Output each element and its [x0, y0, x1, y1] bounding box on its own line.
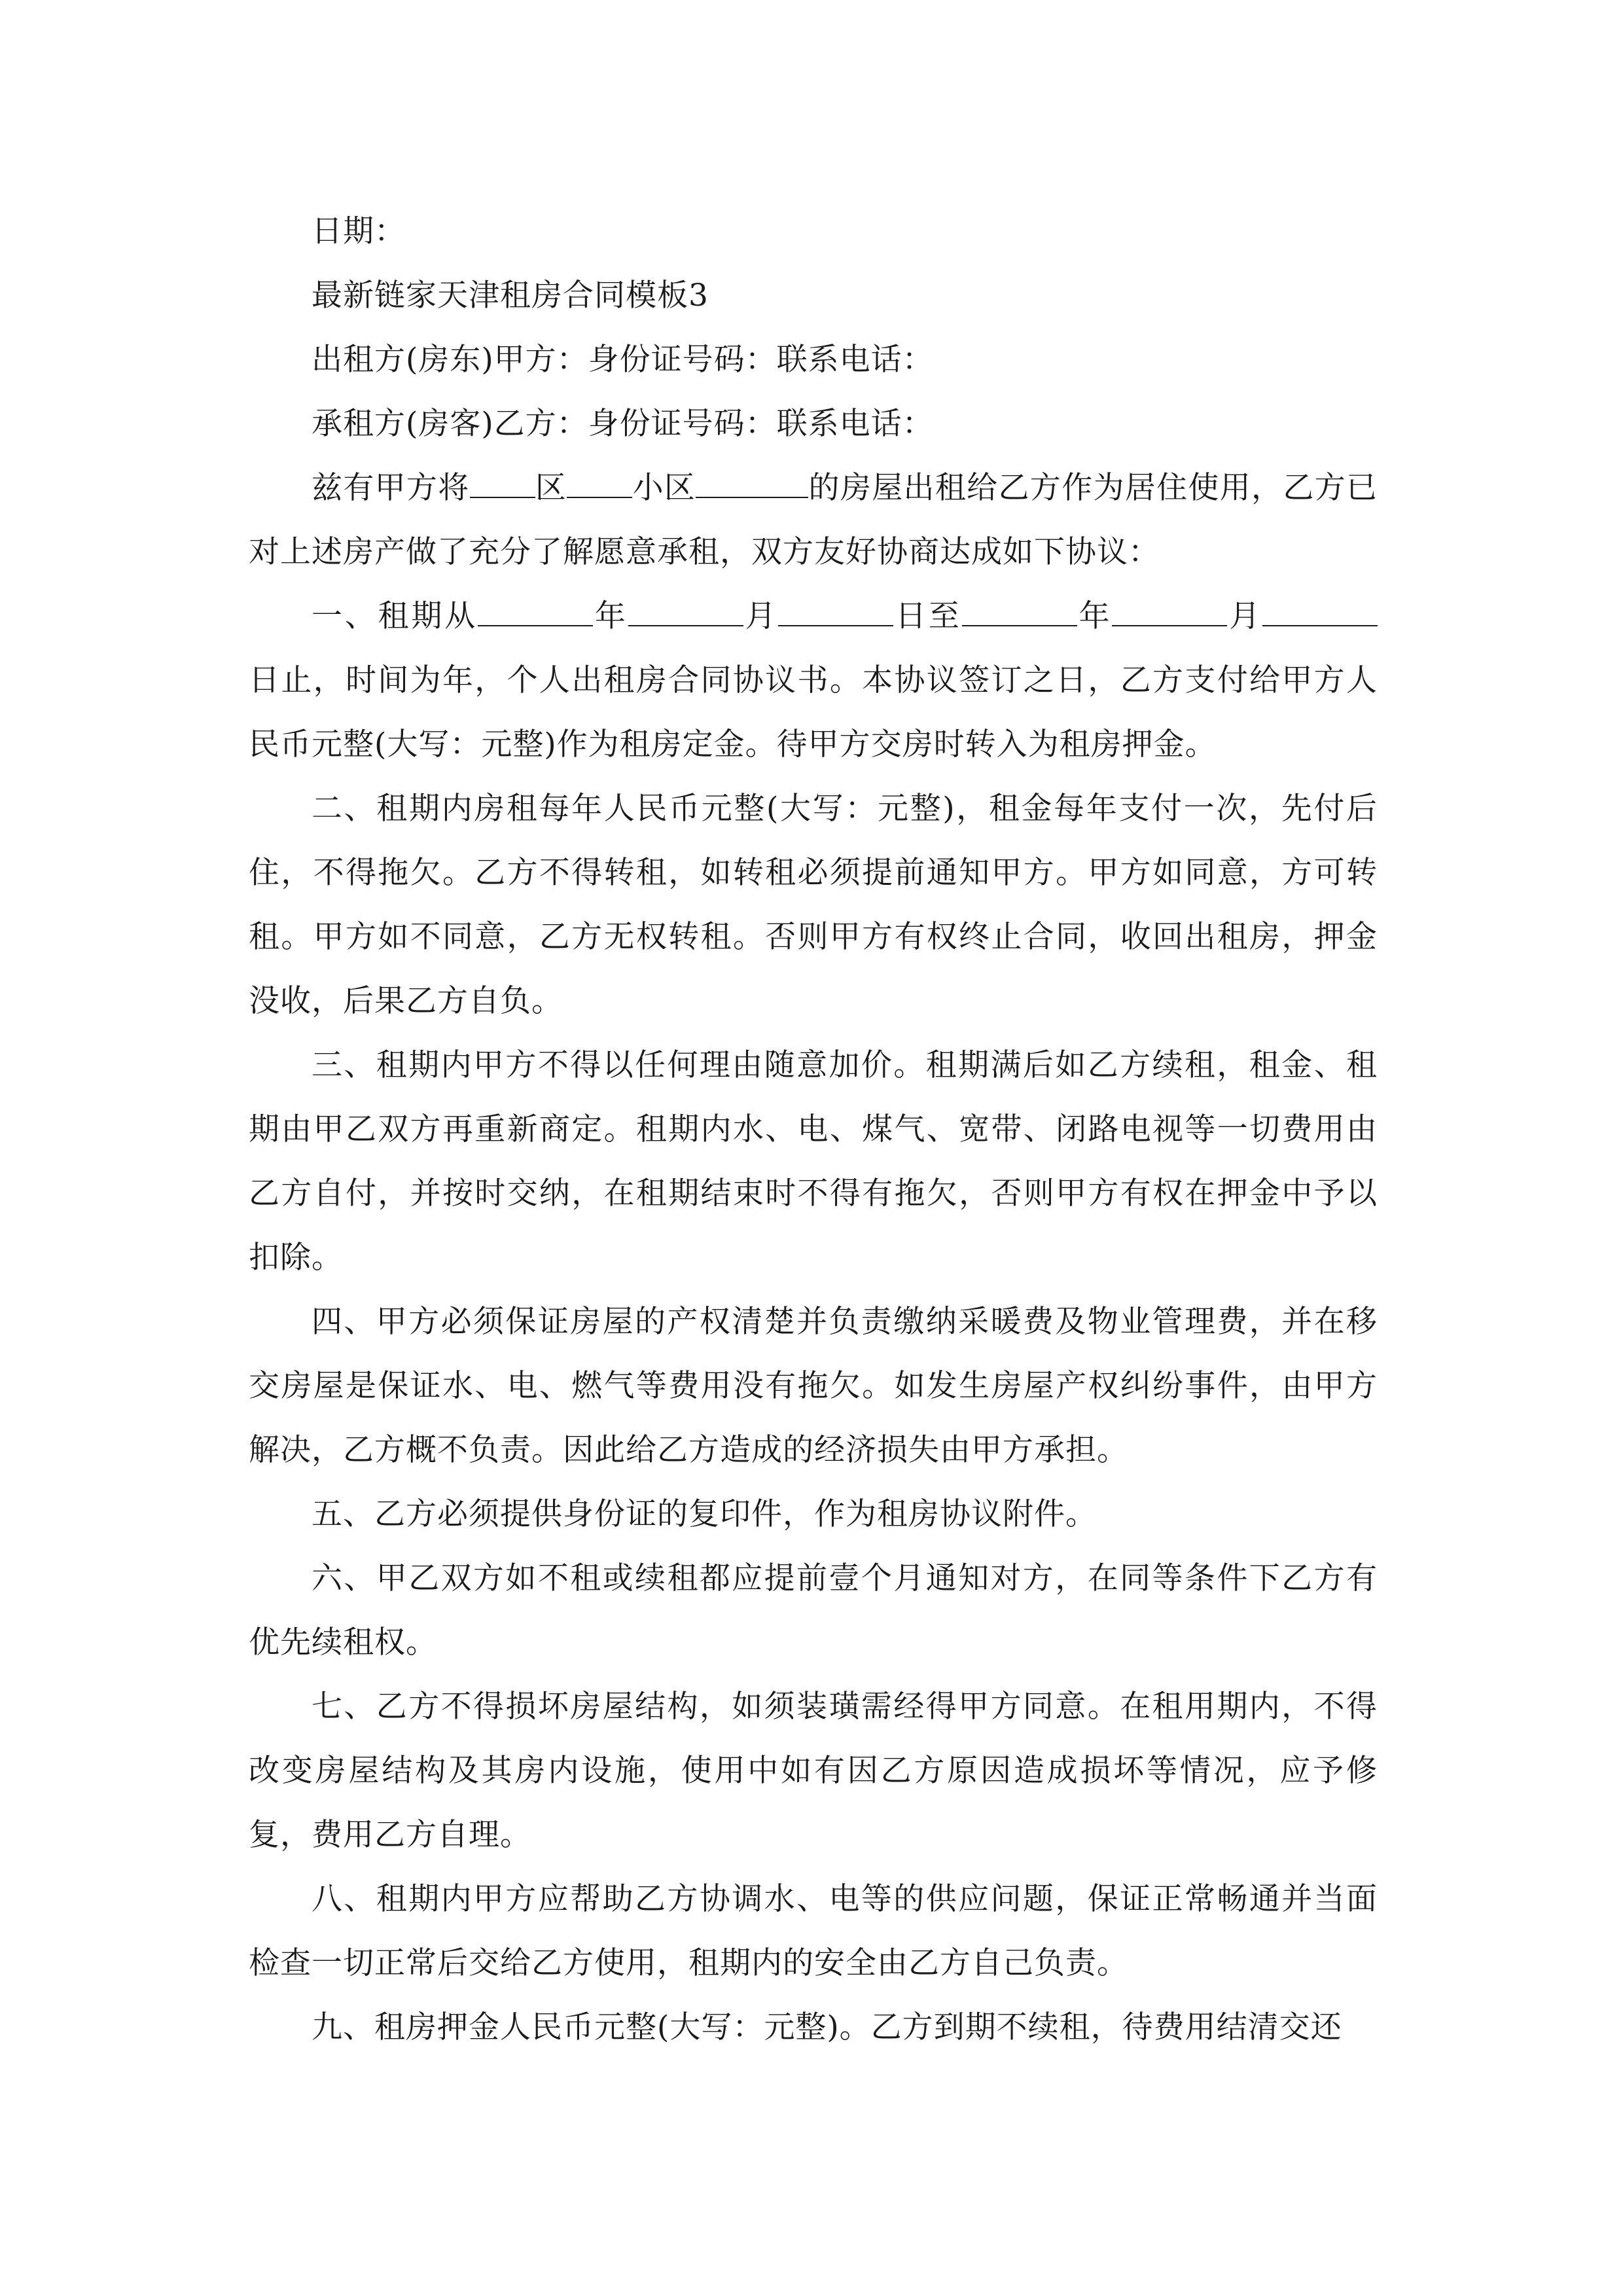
clause-1-day-to: 日至 — [893, 598, 962, 634]
clause-7: 七、乙方不得损坏房屋结构，如须装璜需经得甲方同意。在租用期内，不得改变房屋结构及其房内设施，使用中如有因乙方原因造成损坏等情况，应予修复，费用乙方自理。 — [249, 1689, 1378, 1853]
clause-6: 六、甲乙双方如不租或续租都应提前壹个月通知对方，在同等条件下乙方有优先续租权。 — [249, 1560, 1378, 1660]
district-blank — [470, 471, 535, 498]
community-blank — [567, 471, 632, 498]
lessee-line: 承租方(房客)乙方：身份证号码：联系电话： — [312, 406, 934, 442]
intro-part3: 小区 — [632, 470, 696, 506]
clause-1-lead: 一、租期从 — [312, 598, 478, 634]
clause-1-year2: 年 — [1077, 598, 1113, 634]
intro-part2: 区 — [535, 470, 567, 506]
clause-8: 八、租期内甲方应帮助乙方协调水、电等的供应问题，保证正常畅通并当面检查一切正常后交给乙方使用，租期内的安全由乙方自己负责。 — [249, 1881, 1378, 1981]
document-body — [249, 200, 1378, 2060]
intro-part4: 的房屋出租给乙方作为居住使用，乙方已对上述房产做了充分了解愿意承租，双方友好协商达成如下协议： — [249, 470, 1378, 570]
clause-4: 四、甲方必须保证房屋的产权清楚并负责缴纳采暖费及物业管理费，并在移交房屋是保证水、电、燃气等费用没有拖欠。如发生房屋产权纠纷事件，由甲方解决，乙方概不负责。因此给乙方造成的经济损失由甲方承担。 — [249, 1304, 1378, 1468]
clause-1-year1: 年 — [593, 598, 628, 634]
lessor-line: 出租方(房东)甲方：身份证号码：联系电话： — [312, 342, 934, 378]
clause-1 — [249, 584, 1378, 777]
end-year-blank — [962, 599, 1077, 626]
end-month-blank — [1112, 599, 1227, 626]
clause-1-rest: 日止，时间为年，个人出租房合同协议书。本协议签订之日，乙方支付给甲方人民币元整(大写：元整)作为租房定金。待甲方交房时转入为租房押金。 — [249, 662, 1378, 762]
start-day-blank — [778, 599, 893, 626]
clause-2: 二、租期内房租每年人民币元整(大写：元整)，租金每年支付一次，先付后住，不得拖欠。乙方不得转租，如转租必须提前通知甲方。甲方如同意，方可转租。甲方如不同意，乙方无权转租。否则甲方有权终止合同，收回出租房，押金没收，后果乙方自负。 — [249, 791, 1378, 1019]
clause-1-month1: 月 — [743, 598, 779, 634]
clause-9: 九、租房押金人民币元整(大写：元整)。乙方到期不续租，待费用结清交还 — [312, 2009, 1342, 2045]
intro-part1: 兹有甲方将 — [312, 470, 470, 506]
clause-5: 五、乙方必须提供身份证的复印件，作为租房协议附件。 — [312, 1496, 1097, 1532]
date-label: 日期： — [312, 213, 406, 249]
start-month-blank — [628, 599, 743, 626]
document-title: 最新链家天津租房合同模板3 — [312, 278, 709, 314]
clause-1-month2: 月 — [1227, 598, 1262, 634]
address-blank — [696, 471, 808, 498]
start-year-blank — [478, 599, 593, 626]
clause-3: 三、租期内甲方不得以任何理由随意加价。租期满后如乙方续租，租金、租期由甲乙双方再重新商定。租期内水、电、煤气、宽带、闭路电视等一切费用由乙方自付，并按时交纳，在租期结束时不得有拖欠，否则甲方有权在押金中予以扣除。 — [249, 1047, 1378, 1276]
intro-paragraph — [249, 456, 1378, 584]
end-day-blank — [1262, 599, 1378, 626]
